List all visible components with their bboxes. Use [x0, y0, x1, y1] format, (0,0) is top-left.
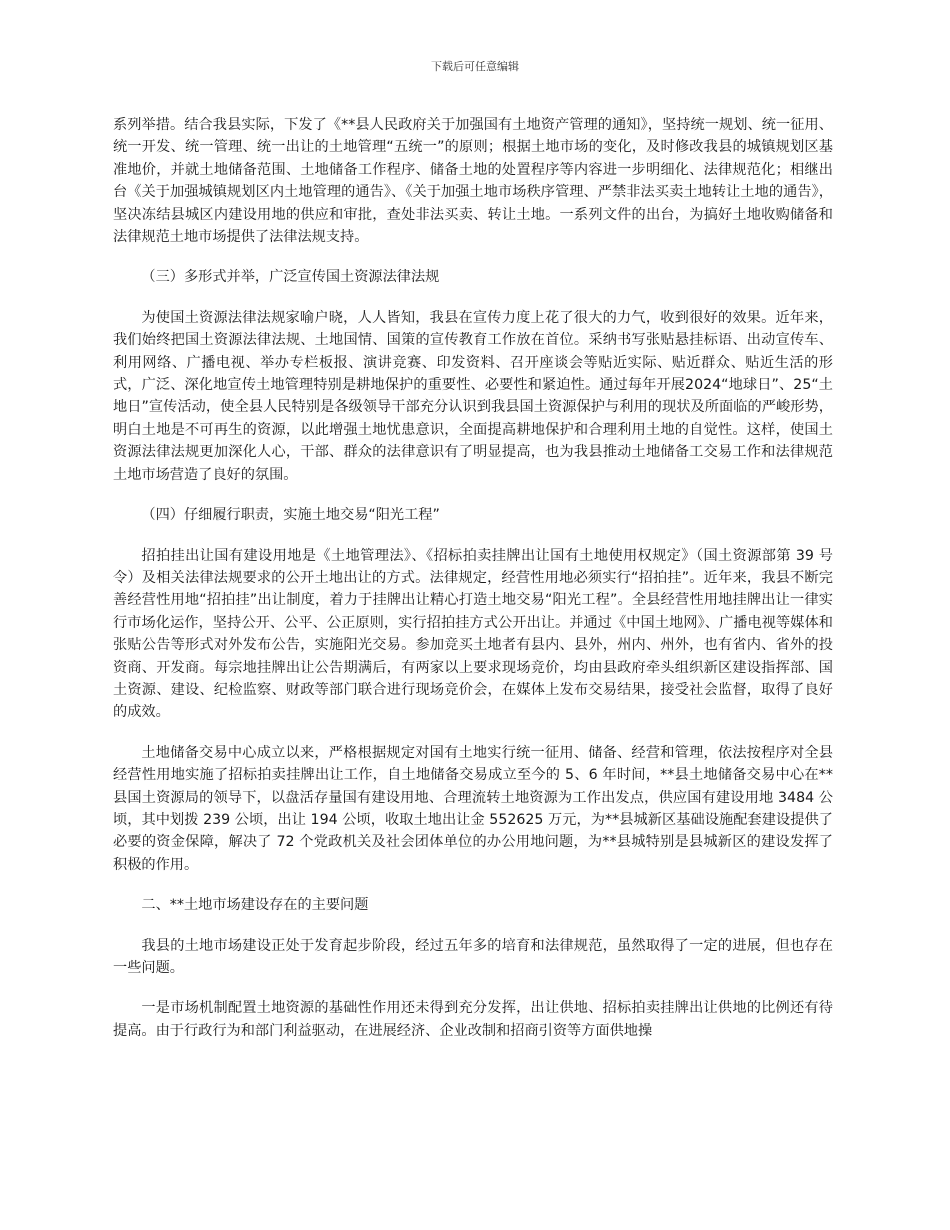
paragraph-problem-one: 一是市场机制配置土地资源的基础性作用还未得到充分发挥，出让供地、招标拍卖挂牌出让供地的比例还有待提高。由于行政行为和部门利益驱动，在进展经济、企业改制和招商引资等方面供地操: [113, 1000, 833, 1039]
section-heading-problems: 二、**土地市场建设存在的主要问题: [141, 897, 369, 914]
paragraph-publicity: 为使国土资源法律法规家喻户晓，人人皆知，我县在宣传力度上花了很大的力气，收到很好的效果。近年来，我们始终把国土资源法律法规、土地国情、国策的宣传教育工作放在首位。采纳书写张贴悬挂标语、出动宣传车、利用网络、广播电视、举办专栏板报、演讲竞赛、印发资料、召开座谈会等贴近实际、贴近群众、贴近生活的形式，广泛、深化地宣传土地管理特别是耕地保护的重要性、必要性和紧迫性。通过每年开展2024“地球日”、25“土地日”宣传活动，使全县人民特别是各级领导干部充分认识到我县国土资源保护与利用的现状及所面临的严峻形势，明白土地是不可再生的资源，以此增强土地忧患意识，全面提高耕地保护和合理利用土地的自觉性。这样，使国土资源法律法规更加深化人心，干部、群众的法律意识有了明显提高，也为我县推动土地储备工交易工作和法律规范土地市场营造了良好的氛围。: [113, 309, 833, 483]
document-body: [113, 114, 833, 1060]
section-heading-3: （三）多形式并举，广泛宣传国土资源法律法规: [141, 269, 440, 286]
page-header-note: 下载后可任意编辑: [431, 60, 519, 73]
paragraph-auction: 招拍挂出让国有建设用地是《土地管理法》、《招标拍卖挂牌出让国有土地使用权规定》（国土资源部第 39 号令）及相关法律法规要求的公开土地出让的方式。法律规定，经营性用地必须实行“招拍挂”。近年来，我县不断完善经营性用地“招拍挂”出让制度，着力于挂牌出让精心打造土地交易“阳光工程”。全县经营性用地挂牌出让一律实行市场化运作，坚持公开、公平、公正原则，实行招拍挂方式公开出让。并通过《中国土地网》、广播电视等媒体和张贴公告等形式对外发布公告，实施阳光交易。参加竞买土地者有县内、县外，州内、州外，也有省内、省外的投资商、开发商。每宗地挂牌出让公告期满后，有两家以上要求现场竞价，均由县政府牵头组织新区建设指挥部、国土资源、建设、纪检监察、财政等部门联合进行现场竞价会，在媒体上发布交易结果，接受社会监督，取得了良好的成效。: [113, 547, 833, 721]
section-heading-4: （四）仔细履行职责，实施土地交易“阳光工程”: [141, 507, 440, 524]
paragraph-problems-intro: 我县的土地市场建设正处于发育起步阶段，经过五年多的培育和法律规范，虽然取得了一定的进展，但也存在一些问题。: [113, 937, 833, 976]
paragraph-continued: 系列举措。结合我县实际，下发了《**县人民政府关于加强国有土地资产管理的通知》，坚持统一规划、统一征用、统一开发、统一管理、统一出让的土地管理“五统一”的原则；根据土地市场的变化，及时修改我县的城镇规划区基准地价，并就土地储备范围、土地储备工作程序、储备土地的处置程序等内容进一步明细化、法律规范化；相继出台《关于加强城镇规划区内土地管理的通告》、《关于加强土地市场秩序管理、严禁非法买卖土地转让土地的通告》，坚决冻结县城区内建设用地的供应和审批，查处非法买卖、转让土地。一系列文件的出台，为搞好土地收购储备和法律规范土地市场提供了法律法规支持。: [113, 117, 833, 246]
paragraph-reserve-center: 土地储备交易中心成立以来，严格根据规定对国有土地实行统一征用、储备、经营和管理，依法按程序对全县经营性用地实施了招标拍卖挂牌出让工作，自土地储备交易成立至今的 5、6 年时间，**县土地储备交易中心在**县国土资源局的领导下，以盘活存量国有建设用地、合理流转土地资源为工作出发点，供应国有建设用地 3484 公顷，其中划拨 239 公顷，出让 194 公顷，收取土地出让金 552625 万元，为**县城新区基础设施配套建设提供了必要的资金保障，解决了 72 个党政机关及社会团体单位的办公用地问题，为**县城特别是县城新区的建设发挥了积极的作用。: [113, 744, 833, 873]
